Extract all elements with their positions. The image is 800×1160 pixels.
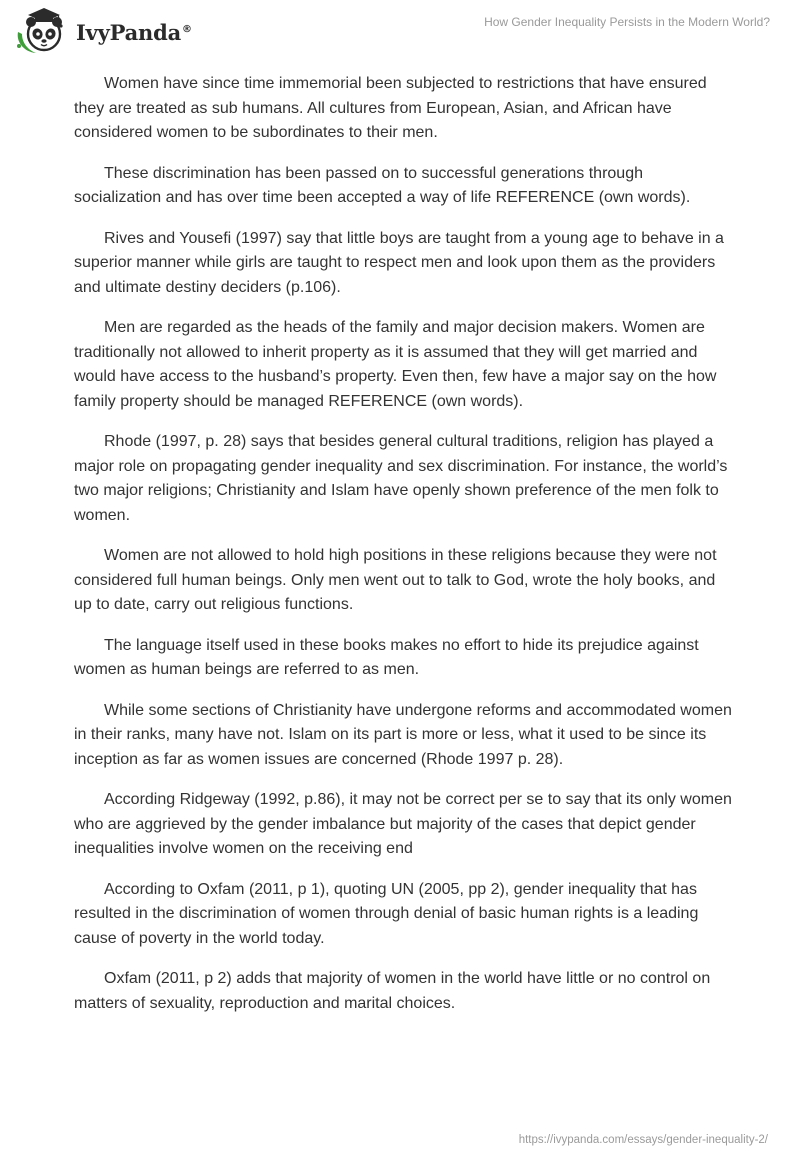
paragraph: Women have since time immemorial been subjected to restrictions that have ensured they are treated as sub humans. All cultures from European, Asian, and African have considered women to be subordinates to their men. <box>74 75 707 141</box>
brand-name: IvyPanda® <box>76 19 192 45</box>
registered-mark: ® <box>182 23 192 35</box>
source-url[interactable]: https://ivypanda.com/essays/gender-inequality-2/ <box>518 1134 768 1146</box>
paragraph: Women are not allowed to hold high positions in these religions because they were not considered full human beings. Only men went out to talk to God, wrote the holy books, and up to date, carry out religious functions. <box>74 547 717 613</box>
panda-graduate-icon <box>14 6 70 56</box>
page-header <box>0 0 800 64</box>
paragraph: Rhode (1997, p. 28) says that besides general cultural traditions, religion has played a major role on propagating gender inequality and sex discrimination. For instance, the world’s two major religions; Christianity and Islam have openly shown preference of the men folk to women. <box>74 433 728 524</box>
brand-logo[interactable] <box>14 6 192 56</box>
paragraph: Oxfam (2011, p 2) adds that majority of women in the world have little or no control on matters of sexuality, reproduction and marital choices. <box>74 970 711 1012</box>
paragraph: According Ridgeway (1992, p.86), it may not be correct per se to say that its only women who are aggrieved by the gender imbalance but majority of the cases that depict gender inequalities involve women on the receiving end <box>74 791 732 857</box>
paragraph: These discrimination has been passed on to successful generations through socialization and has over time been accepted a way of life REFERENCE (own words). <box>74 164 691 206</box>
paragraph: According to Oxfam (2011, p 1), quoting UN (2005, pp 2), gender inequality that has resulted in the discrimination of women through denial of basic human rights is a leading cause of poverty in the world today. <box>74 880 699 947</box>
document-title: How Gender Inequality Persists in the Modern World? <box>484 15 770 29</box>
paragraph: Rives and Yousefi (1997) say that little boys are taught from a young age to behave in a superior manner while girls are taught to respect men and look upon them as the providers and ultimate destiny deciders (p.106). <box>74 229 724 296</box>
essay-body <box>74 72 734 1032</box>
paragraph: While some sections of Christianity have undergone reforms and accommodated women in their ranks, many have not. Islam on its part is more or less, what it used to be since its inception as far as women issues are concerned (Rhode 1997 p. 28). <box>74 701 732 768</box>
paragraph: Men are regarded as the heads of the family and major decision makers. Women are traditionally not allowed to inherit property as it is assumed that they will get married and would have access to the husband’s property. Even then, few have a major say on the how family property should be managed REFERENCE (own words). <box>74 319 717 410</box>
paragraph: The language itself used in these books makes no effort to hide its prejudice against women as human beings are referred to as men. <box>74 636 699 678</box>
